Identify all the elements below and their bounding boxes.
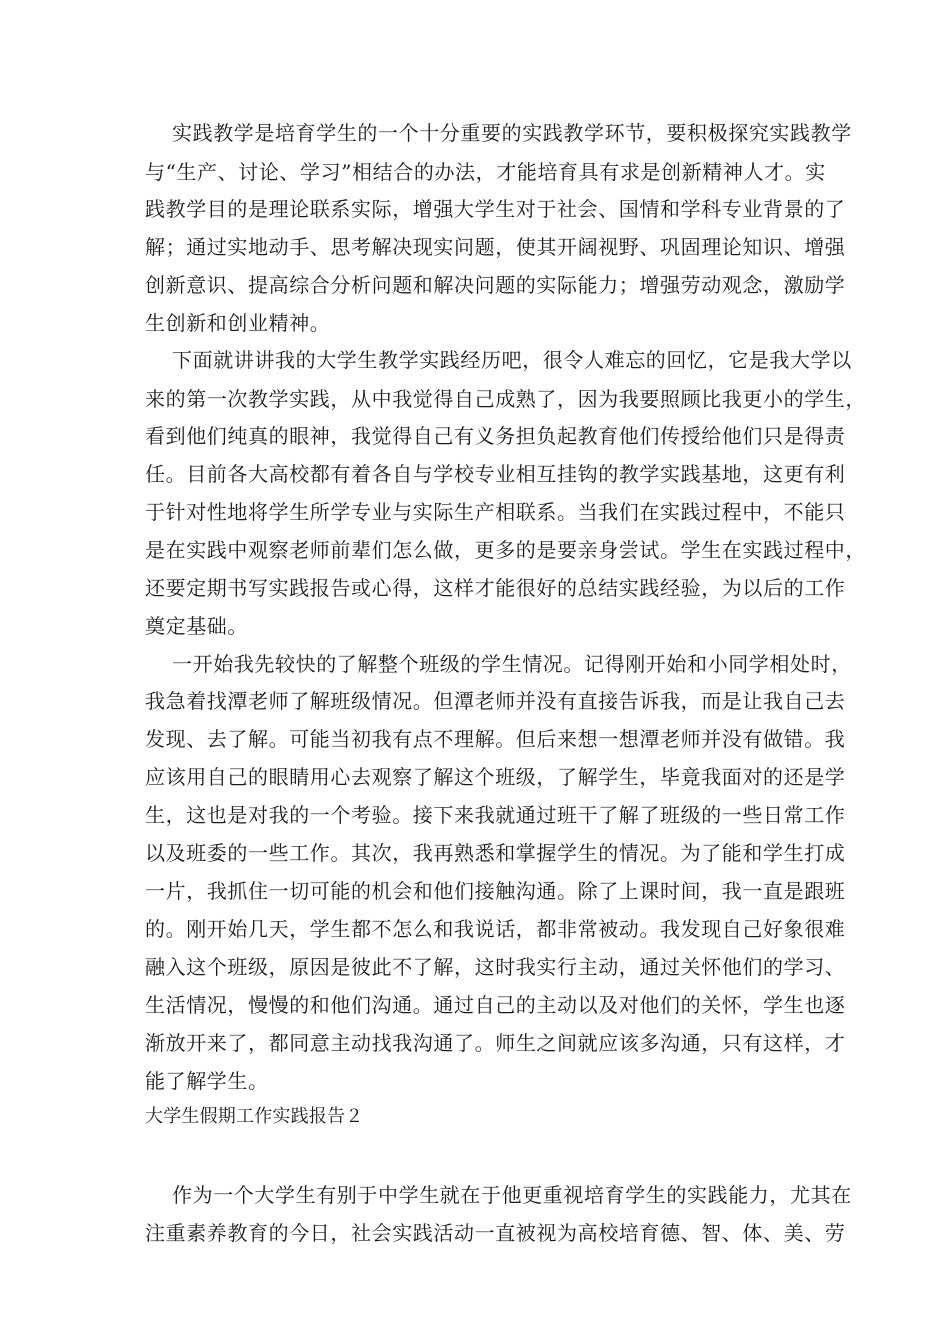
- text-line: 还要定期书写实践报告或心得，这样才能很好的总结实践经验，为以后的工作: [145, 576, 846, 600]
- text-line: 发现、去了解。可能当初我有点不理解。但后来想一想潭老师并没有做错。我: [145, 727, 846, 751]
- text-line: 的。刚开始几天，学生都不怎么和我说话，都非常被动。我发现自己好象很难: [145, 917, 846, 941]
- text-line: 下面就讲讲我的大学生教学实践经历吧，很令人难忘的回忆，它是我大学以: [172, 348, 852, 372]
- text-line: 一开始我先较快的了解整个班级的学生情况。记得刚开始和小同学相处时，: [172, 652, 852, 676]
- text-line: 注重素养教育的今日，社会实践活动一直被视为高校培育德、智、体、美、劳: [145, 1221, 846, 1245]
- text-line: 生创新和创业精神。: [145, 311, 331, 335]
- text-line: 创新意识、提高综合分析问题和解决问题的实际能力；增强劳动观念，激励学: [145, 273, 846, 297]
- text-line: 我急着找潭老师了解班级情况。但潭老师并没有直接告诉我，而是让我自己去: [145, 689, 846, 713]
- text-line: 生，这也是对我的一个考验。接下来我就通过班干了解了班级的一些日常工作: [145, 803, 846, 827]
- text-line: 实践教学是培育学生的一个十分重要的实践教学环节，要积极探究实践教学: [172, 121, 852, 145]
- text-line: 以及班委的一些工作。其次，我再熟悉和掌握学生的情况。为了能和学生打成: [145, 841, 846, 865]
- text-line: 渐放开来了，都同意主动找我沟通了。师生之间就应该多沟通，只有这样，才: [145, 1031, 846, 1055]
- text-line: 来的第一次教学实践，从中我觉得自己成熟了，因为我要照顾比我更小的学生，: [145, 387, 866, 411]
- text-line: 能了解学生。: [145, 1069, 269, 1093]
- text-line: 于针对性地将学生所学专业与实际生产相联系。当我们在实践过程中，不能只: [145, 500, 846, 524]
- text-line: 作为一个大学生有别于中学生就在于他更重视培育学生的实践能力，尤其在: [172, 1183, 852, 1207]
- text-line: 任。目前各大高校都有着各自与学校专业相互挂钩的教学实践基地，这更有利: [145, 462, 846, 486]
- text-line: 一片，我抓住一切可能的机会和他们接触沟通。除了上课时间，我一直是跟班: [145, 879, 846, 903]
- text-line: 看到他们纯真的眼神，我觉得自己有义务担负起教育他们传授给他们只是得责: [145, 424, 846, 448]
- section-heading: 大学生假期工作实践报告２: [145, 1106, 364, 1127]
- text-line: 奠定基础。: [145, 614, 248, 638]
- text-line: 是在实践中观察老师前辈们怎么做，更多的是要亲身尝试。学生在实践过程中，: [145, 538, 866, 562]
- text-line: 践教学目的是理论联系实际，增强大学生对于社会、国情和学科专业背景的了: [145, 197, 846, 221]
- text-line: 与“生产、讨论、学习”相结合的办法，才能培育具有求是创新精神人才。实: [145, 160, 826, 184]
- text-line: 生活情况，慢慢的和他们沟通。通过自己的主动以及对他们的关怀，学生也逐: [145, 993, 846, 1017]
- text-line: 应该用自己的眼睛用心去观察了解这个班级，了解学生，毕竟我面对的还是学: [145, 765, 846, 789]
- text-line: 融入这个班级，原因是彼此不了解，这时我实行主动，通过关怀他们的学习、: [145, 955, 846, 979]
- text-line: 解；通过实地动手、思考解决现实问题，使其开阔视野、巩固理论知识、增强: [145, 235, 846, 259]
